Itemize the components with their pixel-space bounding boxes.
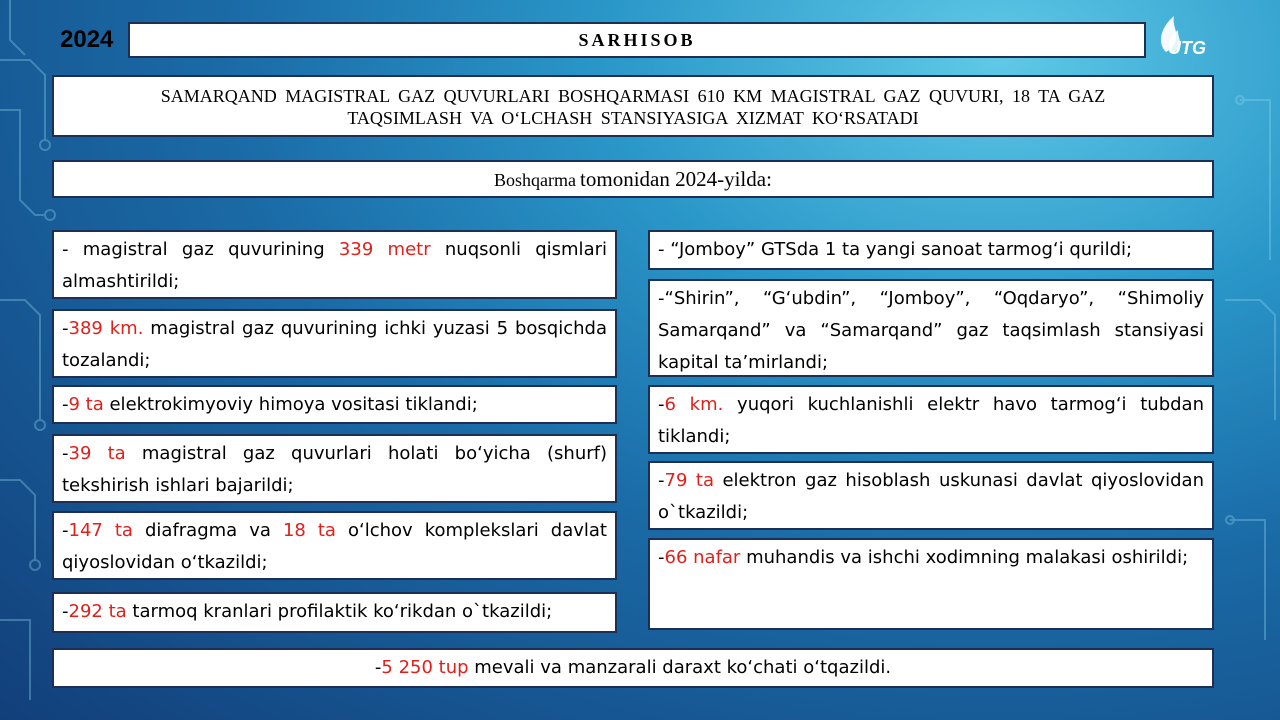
item-text: - <box>62 443 69 464</box>
list-item <box>648 279 1214 377</box>
item-highlight: 389 km. <box>68 318 144 339</box>
item-text: -“Shirin”, “G‘ubdin”, “Jomboy”, “Oqdaryo”, “Shimoliy Samarqand” va “Samarqand” gaz taqsimlash stansiyasi kapital ta’mirlandi; <box>658 288 1204 373</box>
item-text: diafragma va <box>132 520 283 541</box>
organization-description <box>52 75 1214 137</box>
item-text: magistral gaz quvurlari holati bo‘yicha (shurf) tekshirish ishlari bajarildi; <box>62 443 607 496</box>
item-text: - <box>62 394 69 415</box>
item-highlight: 39 ta <box>68 443 126 464</box>
year-label: 2024 <box>60 26 114 53</box>
item-text: - magistral gaz quvurining <box>62 239 339 260</box>
subtitle-line-1: SAMARQAND MAGISTRAL GAZ QUVURLARI BOSHQARMASI 610 KM MAGISTRAL GAZ QUVURI, 18 TA GAZ <box>160 86 1106 106</box>
list-item <box>52 385 617 424</box>
item-text: mevali va manzarali daraxt ko‘chati o‘tqazildi. <box>468 657 892 678</box>
page-title: SARHISOB <box>128 22 1146 58</box>
item-highlight: 147 ta <box>68 520 133 541</box>
list-item <box>52 309 617 378</box>
item-text: - <box>374 657 382 678</box>
item-highlight: 66 nafar <box>664 547 741 568</box>
item-text: tarmoq kranlari profilaktik ko‘rikdan o`tkazildi; <box>126 601 553 622</box>
item-text: elektron gaz hisoblash uskunasi davlat qiyoslovidan o`tkazildi; <box>658 470 1204 523</box>
item-text: - <box>62 520 69 541</box>
subtitle-line-2: TAQSIMLASH VA O‘LCHASH STANSIYASIGA XIZMAT KO‘RSATADI <box>347 108 919 128</box>
item-text: - “Jomboy” GTSda 1 ta yangi sanoat tarmog‘i qurildi; <box>658 239 1133 260</box>
list-item <box>52 592 617 633</box>
item-highlight: 6 km. <box>664 394 724 415</box>
item-text: - <box>658 470 665 491</box>
list-item <box>648 461 1214 530</box>
list-item <box>52 434 617 503</box>
list-item <box>52 230 617 299</box>
list-item <box>648 385 1214 454</box>
item-text: muhandis va ishchi xodimning malakasi oshirildi; <box>740 547 1189 568</box>
item-highlight: 18 ta <box>282 520 336 541</box>
item-text: nuqsonli qismlari almashtirildi; <box>62 239 607 292</box>
item-highlight: 339 metr <box>338 239 431 260</box>
list-item <box>648 230 1214 270</box>
item-highlight: 9 ta <box>68 394 104 415</box>
list-item <box>648 538 1214 630</box>
item-highlight: 79 ta <box>664 470 714 491</box>
section-heading <box>52 160 1214 198</box>
heading-part-1: Boshqarma <box>494 170 577 190</box>
logo-text: UTG <box>1168 38 1206 58</box>
item-text: - <box>658 394 665 415</box>
item-text: elektrokimyoviy himoya vositasi tiklandi; <box>103 394 478 415</box>
item-text: magistral gaz quvurining ichki yuzasi 5 bosqichda tozalandi; <box>62 318 607 371</box>
item-text: yuqori kuchlanishli elektr havo tarmog‘i tubdan tiklandi; <box>658 394 1204 447</box>
list-item-bottom <box>52 648 1214 688</box>
item-highlight: 5 250 tup <box>381 657 469 678</box>
item-text: - <box>62 318 69 339</box>
list-item <box>52 511 617 580</box>
item-text: - <box>658 547 665 568</box>
heading-part-2: tomonidan 2024-yilda: <box>580 167 772 191</box>
item-highlight: 292 ta <box>68 601 127 622</box>
item-text: - <box>62 601 69 622</box>
item-text: o‘lchov komplekslari davlat qiyoslovidan o‘tkazildi; <box>62 520 607 573</box>
